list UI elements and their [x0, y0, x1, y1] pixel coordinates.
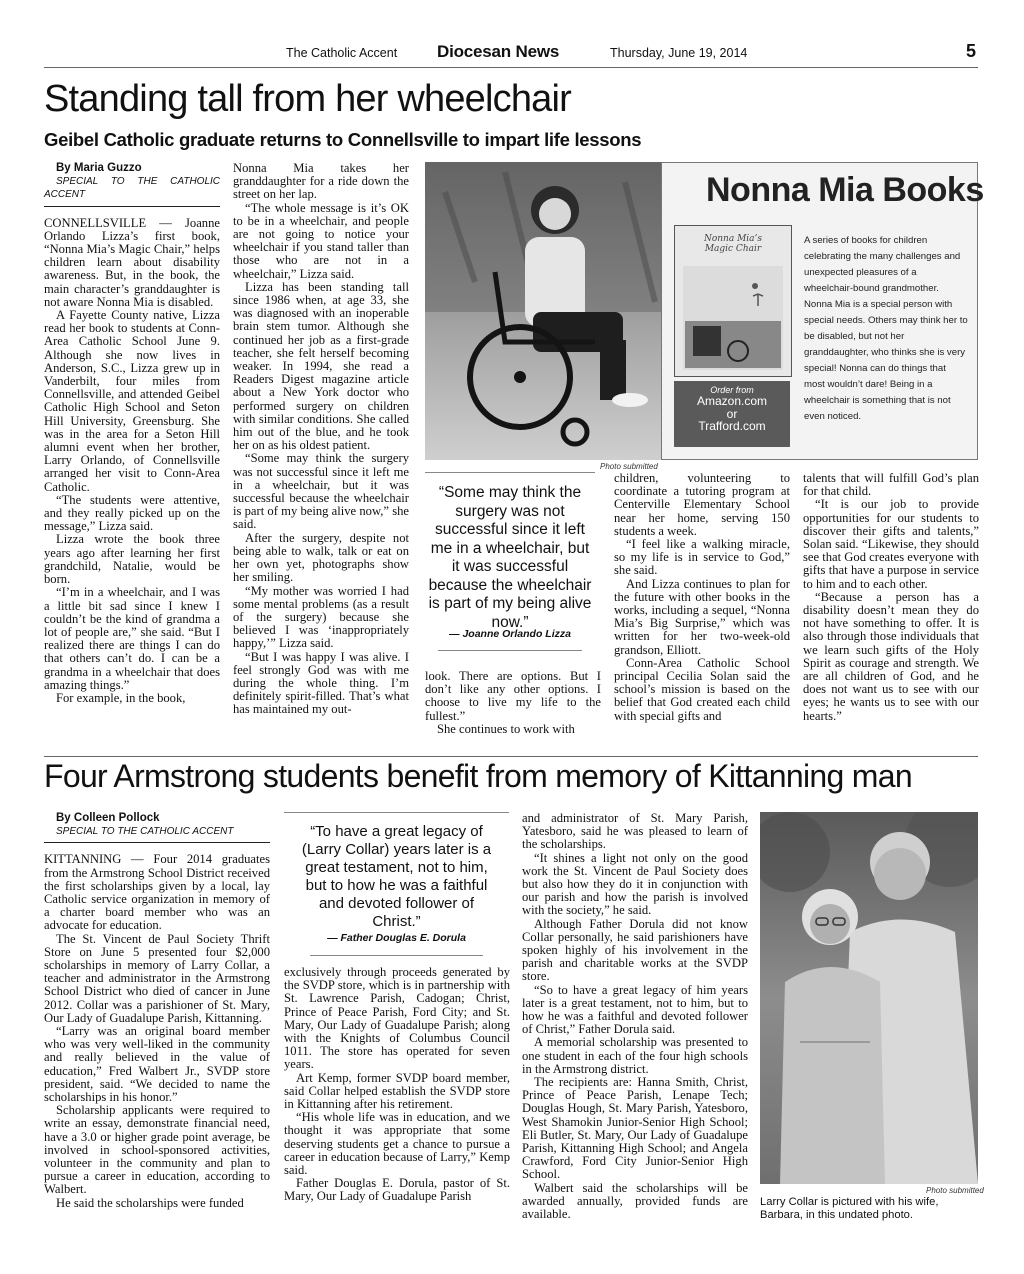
nonna-mia-books-ad [661, 162, 984, 460]
story1-column-3 [425, 670, 601, 736]
paragraph: “I’m in a wheelchair, and I was a little bit sad since I knew I couldn’t be the kind of grandma a lot of people are,” she said. “But I realized there are things I can do that others can’t do. I can be a grandma in a wheelchair that does amazing things.” [44, 585, 220, 692]
paragraph: Lizza has been standing tall since 1986 when, at age 33, she was diagnosed with an inoperable brain stem tumor. Although she continued her job as a first-grade teacher, she felt herself becoming weaker. In 1994, she read a Readers Digest magazine article about a New York doctor who performed surgery on children with similar conditions. She called him out of the blue, and he took her on as his oldest patient. [233, 279, 409, 453]
book-cover [674, 225, 792, 377]
paragraph: And Lizza continues to plan for the future with other books in the works, including a sequel, “Nonna Mia’s Big Surprise,” which was written for her two-week-old grandson, Elliott. [614, 576, 790, 657]
story2-column-2 [284, 966, 510, 1204]
story2-headline: Four Armstrong students benefit from memory of Kittanning man [44, 758, 912, 794]
header-date: Thursday, June 19, 2014 [610, 46, 748, 60]
story1-column-1 [44, 162, 220, 705]
paragraph: Lizza wrote the book three years ago after learning her first grandchild, Natalie, would be born. [44, 532, 220, 587]
story1-byline: By Maria Guzzo [56, 162, 142, 174]
paragraph: “But I was happy I was alive. I feel strongly God was with me during the whole thing. I’m definitely spirit-filled. That’s what has maintained my out- [233, 649, 409, 717]
paragraph: “Some may think the surgery was not successful since it left me in a wheelchair, but it was successful because the wheelchair is part of my being alive now,” she said. [233, 451, 409, 532]
couple-photo-illustration [760, 812, 978, 1184]
paragraph: KITTANNING — Four 2014 graduates from the Armstrong School District received the first scholarships given by a local, lay Catholic service organization in memory of a charter board member who was an advocate for education. [44, 852, 270, 933]
ad-description: A series of books for children celebrating the many challenges and unexpected pleasures of a wheelchair-bound grandmother. Nonna Mia is a special person with special needs. Others may think her to be disabled, but not her granddaughter, who thinks she is very special! Nonna can do things that most wouldn’t dare! Being in a wheelchair is something that is not even noticed. [804, 235, 968, 422]
paragraph: The St. Vincent de Paul Society Thrift Store on June 5 presented four $2,000 scholarships in memory of Larry Collar, a teacher and administrator in the Armstrong School District who died of cancer in June 2012. Collar was a parishioner of St. Mary, Our Lady of Guadalupe Parish, Kittanning. [44, 931, 270, 1025]
header-section: Diocesan News [437, 42, 560, 61]
paragraph: “Because a person has a disability doesn’t mean they do not have something to offer. It is also through those individuals that we learn such gifts of the Holy Spirit as courage and strength. We are all children of God, and he does not want us to see with our eyes; he wants us to see with our hearts.” [803, 589, 979, 723]
pullquote-bottom-rule [310, 955, 483, 956]
paragraph: Scholarship applicants were required to write an essay, demonstrate financial need, have a 3.0 or higher grade point average, be involved in school-sponsored activities, volunteer in the community and plan to pursue a career in education, according to Walbert. [44, 1103, 270, 1197]
paragraph: “It shines a light not only on the good work the St. Vincent de Paul Society does but also how they do it in conjunction with our parish and how the parish is involved with the society,” he said. [522, 850, 748, 918]
pullquote-bottom-rule [438, 650, 582, 651]
order-line: Amazon.com [696, 394, 768, 408]
ad-title: Nonna Mia Books [706, 171, 984, 209]
story1-photo-credit: Photo submitted [600, 462, 658, 471]
story2-column-3 [522, 812, 748, 1221]
paragraph: Father Douglas E. Dorula, pastor of St. Mary, Our Lady of Guadalupe Parish [284, 1176, 510, 1204]
paragraph: “Larry was an original board member who was very well-liked in the community and really believed in the value of education,” Fred Walbert Jr., SVDP store president, said. “We decided to name the scholarships in his honor.” [44, 1024, 270, 1105]
book-cover-title: Nonna Mia’s Magic Chair [703, 234, 763, 254]
paragraph: A Fayette County native, Lizza read her book to students at Conn-Area Catholic School June 9. Although she now lives in Anderson, S.C., Lizza grew up in Vanderbilt, four miles from Connellsville, and attended Geibel Catholic High School and Seton Hill University, Greensburg. She was in the area for a Seton Hill alumni event when her brother, Larry Orlando, of Connellsville arranged her visit to Conn-Area Catholic. [44, 308, 220, 494]
order-line: or [726, 407, 738, 421]
header-publication: The Catholic Accent [286, 46, 398, 60]
story1-headline: Standing tall from her wheelchair [44, 78, 571, 120]
order-line: Order from [710, 385, 754, 395]
story1-column-2 [233, 162, 409, 717]
paragraph: “So to have a great legacy of him years later is a great testament, not to him, but to how he was a faithful and devoted follower of Christ,” Father Dorula said. [522, 982, 748, 1037]
collar-couple-photo [760, 812, 978, 1184]
order-line: Trafford.com [698, 419, 766, 433]
story2-pullquote: “To have a great legacy of (Larry Collar) years later is a great testament, not to him, but to how he was a faithful and devoted follower of Christ.” [301, 823, 492, 930]
paragraph: CONNELLSVILLE — Joanne Orlando Lizza’s first book, “Nonna Mia’s Magic Chair,” helps children learn about disability awareness. But, in the book, the main character’s granddaughter is not aware Nonna Mia is disabled. [44, 215, 220, 309]
story1-byline-sub: SPECIAL TO THE CATHOLIC ACCENT [44, 176, 220, 201]
paragraph: “My mother was worried I had some mental problems (as a result of the surgery) because she believed I was ‘inappropriately happy,’” Lizza said. [233, 583, 409, 651]
byline-rule [44, 842, 270, 843]
photo-caption: Larry Collar is pictured with his wife, Barbara, in this undated photo. [760, 1196, 939, 1221]
wheelchair-photo-illustration [425, 162, 690, 460]
story2-column-1 [44, 812, 270, 1210]
paragraph: Although Father Dorula did not know Collar personally, he said parishioners have spoken highly of his involvement in the parish and charitable works at the SVDP store. [522, 916, 748, 984]
byline-rule [44, 206, 220, 207]
paragraph: exclusively through proceeds generated by the SVDP store, which is in partnership with St. Lawrence Parish, Cadogan; Christ, Prince of Peace Parish, Ford City; and St. Mary, Our Lady of Guadalupe Parish; along with the Knights of Columbus Council 1011. The store has operated for seven years. [284, 965, 510, 1072]
paragraph: children, volunteering to coordinate a tutoring program at Centerville Elementary School near her home, serving 150 students a week. [614, 471, 790, 538]
story1-pullquote-attribution: — Joanne Orlando Lizza [449, 628, 571, 640]
story1-column-4 [614, 472, 790, 723]
paragraph: “The students were attentive, and they really picked up on the message,” Lizza said. [44, 492, 220, 534]
lizza-photo [425, 162, 690, 460]
story2-photo-credit: Photo submitted [926, 1186, 984, 1195]
story2-byline-sub: SPECIAL TO THE CATHOLIC ACCENT [56, 826, 234, 838]
pullquote-top-rule [284, 812, 509, 813]
paragraph: A memorial scholarship was presented to one student in each of the four high schools in the Armstrong district. [522, 1035, 748, 1076]
page-number: 5 [966, 41, 977, 61]
story-divider [44, 756, 978, 757]
paragraph: “The whole message is it’s OK to be in a wheelchair, and people are not going to notice your wheelchair if you stand taller than those who are not in a wheelchair,” Lizza said. [233, 200, 409, 281]
story2-pullquote-attribution: — Father Douglas E. Dorula [327, 932, 466, 944]
book-cover-art [683, 266, 783, 370]
paragraph: and administrator of St. Mary Parish, Yatesboro, said he was pleased to learn of the scholarships. [522, 811, 748, 852]
story2-byline: By Colleen Pollock [56, 812, 160, 824]
paragraph: look. There are options. But I don’t like any other options. I choose to live my life to the fullest.” [425, 669, 601, 723]
story1-column-5 [803, 472, 979, 723]
paragraph: Conn-Area Catholic School principal Cecilia Solan said the school’s mission is based on the belief that God created each child with special gifts and [614, 655, 790, 723]
story1-pullquote: “Some may think the surgery was not successful since it left me in a wheelchair, but it was successful because the wheelchair is part of my being alive now.” [428, 484, 592, 631]
header-rule [44, 67, 978, 68]
paragraph: For example, in the book, [56, 690, 186, 705]
paragraph: Nonna Mia takes her granddaughter for a ride down the street on her lap. [233, 161, 409, 202]
paragraph: After the surgery, despite not being able to walk, talk or eat on her own yet, photographs show her smiling. [233, 530, 409, 585]
paragraph: talents that will fulfill God’s plan for that child. [803, 471, 979, 499]
story1-subhead: Geibel Catholic graduate returns to Connellsville to impart life lessons [44, 129, 642, 150]
paragraph: “It is our job to provide opportunities for our students to discover their gifts and talents,” Solan said. “Likewise, they should see that God creates everyone with gifts that have a purpose in service to him and to each other. [803, 497, 979, 591]
paragraph: He said the scholarships were funded [56, 1195, 244, 1210]
paragraph: She continues to work with [437, 721, 575, 736]
paragraph: Walbert said the scholarships will be awarded annually, provided funds are available. [522, 1180, 748, 1222]
ad-order-box [674, 381, 790, 447]
paragraph: Art Kemp, former SVDP board member, said Collar helped establish the SVDP store in Kittanning after his retirement. [284, 1070, 510, 1112]
paragraph: “His whole life was in education, and we thought it was appropriate that some deserving students get a chance to pursue a career in education because of Larry,” Kemp said. [284, 1110, 510, 1178]
paragraph: “I feel like a walking miracle, so my life is in service to God,” she said. [614, 537, 790, 578]
paragraph: The recipients are: Hanna Smith, Christ, Prince of Peace Parish, Lenape Tech; Douglas Hough, St. Mary Parish, Yatesboro, West Shamokin Junior-Senior High School; Eli Butler, St. Mary, Our Lady of Guadalupe Parish, Kittanning High School; and Angela Crawford, Ford City Junior-Senior High School. [522, 1075, 748, 1182]
pullquote-top-rule [425, 472, 595, 473]
